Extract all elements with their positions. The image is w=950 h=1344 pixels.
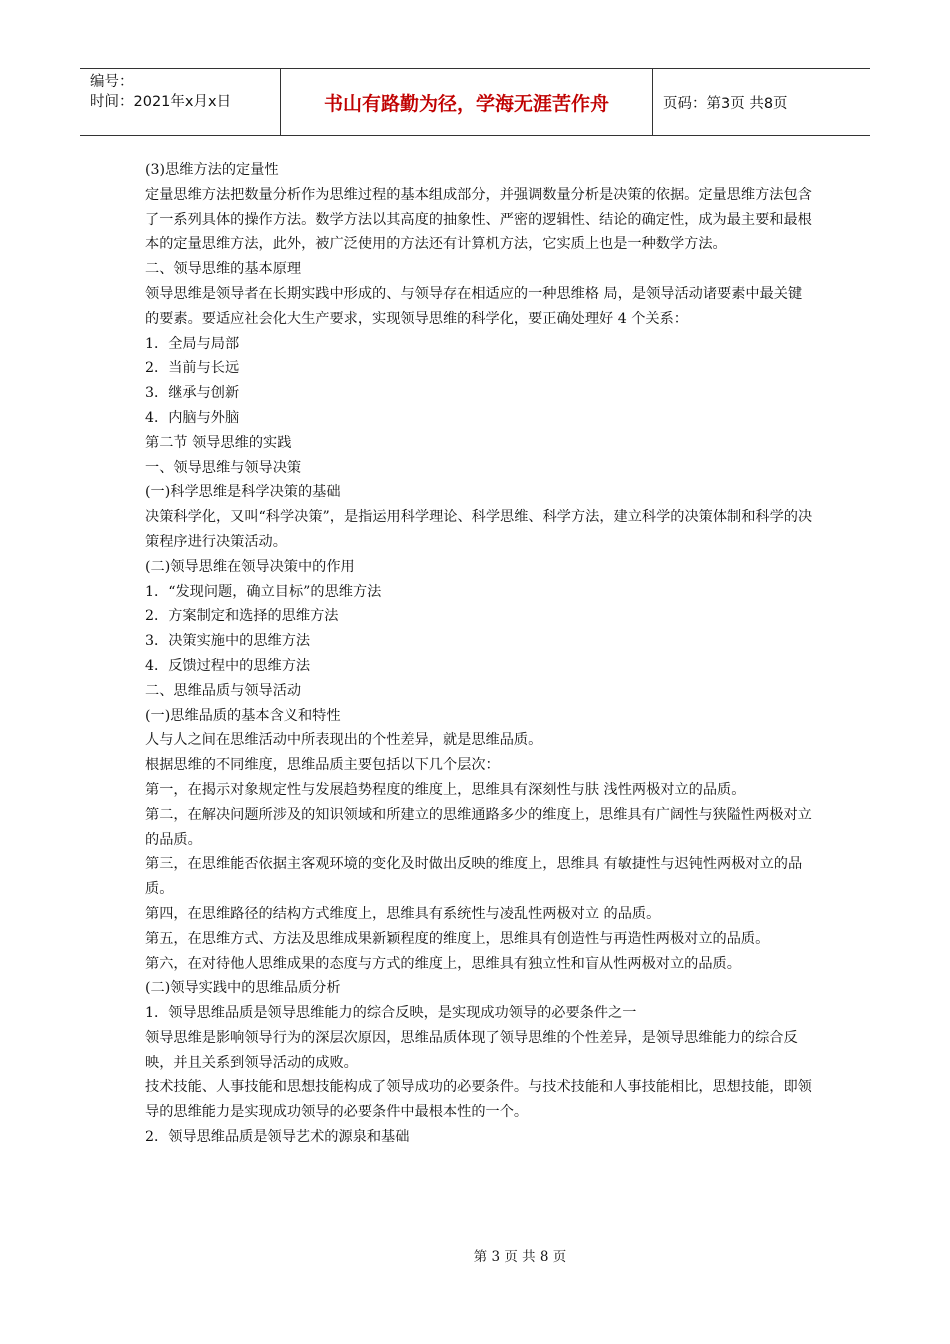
body-paragraph: (一)思维品质的基本含义和特性 [145,707,341,724]
body-paragraph: (二)领导思维在领导决策中的作用 [145,558,355,575]
body-paragraph: 人与人之间在思维活动中所表现出的个性差异，就是思维品质。 [145,732,543,749]
page-header [80,68,870,136]
body-paragraph: 1．“发现问题，确立目标”的思维方法 [145,583,382,600]
body-paragraph: 根据思维的不同维度，思维品质主要包括以下几个层次： [145,757,500,774]
body-paragraph: 二、思维品质与领导活动 [145,682,302,699]
body-paragraph: 2．方案制定和选择的思维方法 [145,608,339,625]
body-paragraph: (3)思维方法的定量性 [145,162,279,178]
body-paragraph: 决策科学化，又叫“科学决策”，是指运用科学理论、科学思维、科学方法，建立科学的决策体制和科学的决策程序进行决策活动。 [145,509,813,550]
body-paragraph: 二、领导思维的基本原理 [145,261,302,278]
body-paragraph: 第二节 领导思维的实践 [145,434,292,451]
header-motto: 书山有路勤为径，学海无涯苦作舟 [280,69,653,135]
body-paragraph: (二)领导实践中的思维品质分析 [145,980,341,997]
body-paragraph: 领导思维是影响领导行为的深层次原因，思维品质体现了领导思维的个性差异，是领导思维能力的综合反映，并且关系到领导活动的成败。 [145,1029,798,1071]
body-paragraph: 定量思维方法把数量分析作为思维过程的基本组成部分，并强调数量分析是决策的依据。定量思维方法包含了一系列具体的操作方法。数学方法以其高度的抽象性、严密的逻辑性、结论的确定性，成为最主要和最根本的定量思维方法，此外，被广泛使用的方法还有计算机方法，它实质上也是一种数学方法。 [145,186,812,253]
page-footer: 第 3 页 共 8 页 [473,1249,567,1265]
header-page-info: 页码：第3页 共8页 [663,95,788,112]
body-paragraph: 第三，在思维能否依据主客观环境的变化及时做出反映的维度上，思维具 有敏捷性与迟钝性两极对立的品质。 [145,856,803,898]
body-paragraph: 2．当前与长远 [145,360,240,377]
document-time-label: 时间：2021年x月x日 [90,94,232,110]
body-paragraph: 一、领导思维与领导决策 [145,459,302,476]
body-paragraph: 第六，在对待他人思维成果的态度与方式的维度上，思维具有独立性和盲从性两极对立的品质。 [145,955,741,972]
body-paragraph: 第五，在思维方式、方法及思维成果新颖程度的维度上，思维具有创造性与再造性两极对立的品质。 [145,930,770,947]
body-paragraph: 第二，在解决问题所涉及的知识领域和所建立的思维通路多少的维度上，思维具有广阔性与狭隘性两极对立的品质。 [145,806,812,848]
body-paragraph: 4．内脑与外脑 [145,409,240,426]
body-paragraph: 1．全局与局部 [145,335,240,352]
body-paragraph: 第四，在思维路径的结构方式维度上，思维具有系统性与凌乱性两极对立 的品质。 [145,905,661,922]
body-paragraph: (一)科学思维是科学决策的基础 [145,484,341,501]
body-paragraph: 1．领导思维品质是领导思维能力的综合反映，是实现成功领导的必要条件之一 [145,1005,637,1022]
body-paragraph: 2．领导思维品质是领导艺术的源泉和基础 [145,1129,410,1146]
document-number-label: 编号： [90,74,134,90]
document-body [145,158,813,1150]
header-meta [80,69,280,135]
body-paragraph: 3．决策实施中的思维方法 [145,633,311,650]
body-paragraph: 技术技能、人事技能和思想技能构成了领导成功的必要条件。与技术技能和人事技能相比，思想技能，即领导的思维能力是实现成功领导的必要条件中最根本性的一个。 [145,1079,812,1121]
body-paragraph: 领导思维是领导者在长期实践中形成的、与领导存在相适应的一种思维格 局，是领导活动诸要素中最关键的要素。要适应社会化大生产要求，实现领导思维的科学化，要正确处理好 4 个关系： [145,285,803,327]
body-paragraph: 3．继承与创新 [145,385,240,402]
body-paragraph: 第一，在揭示对象规定性与发展趋势程度的维度上，思维具有深刻性与肤 浅性两极对立的品质。 [145,781,746,798]
body-paragraph: 4．反馈过程中的思维方法 [145,657,311,674]
